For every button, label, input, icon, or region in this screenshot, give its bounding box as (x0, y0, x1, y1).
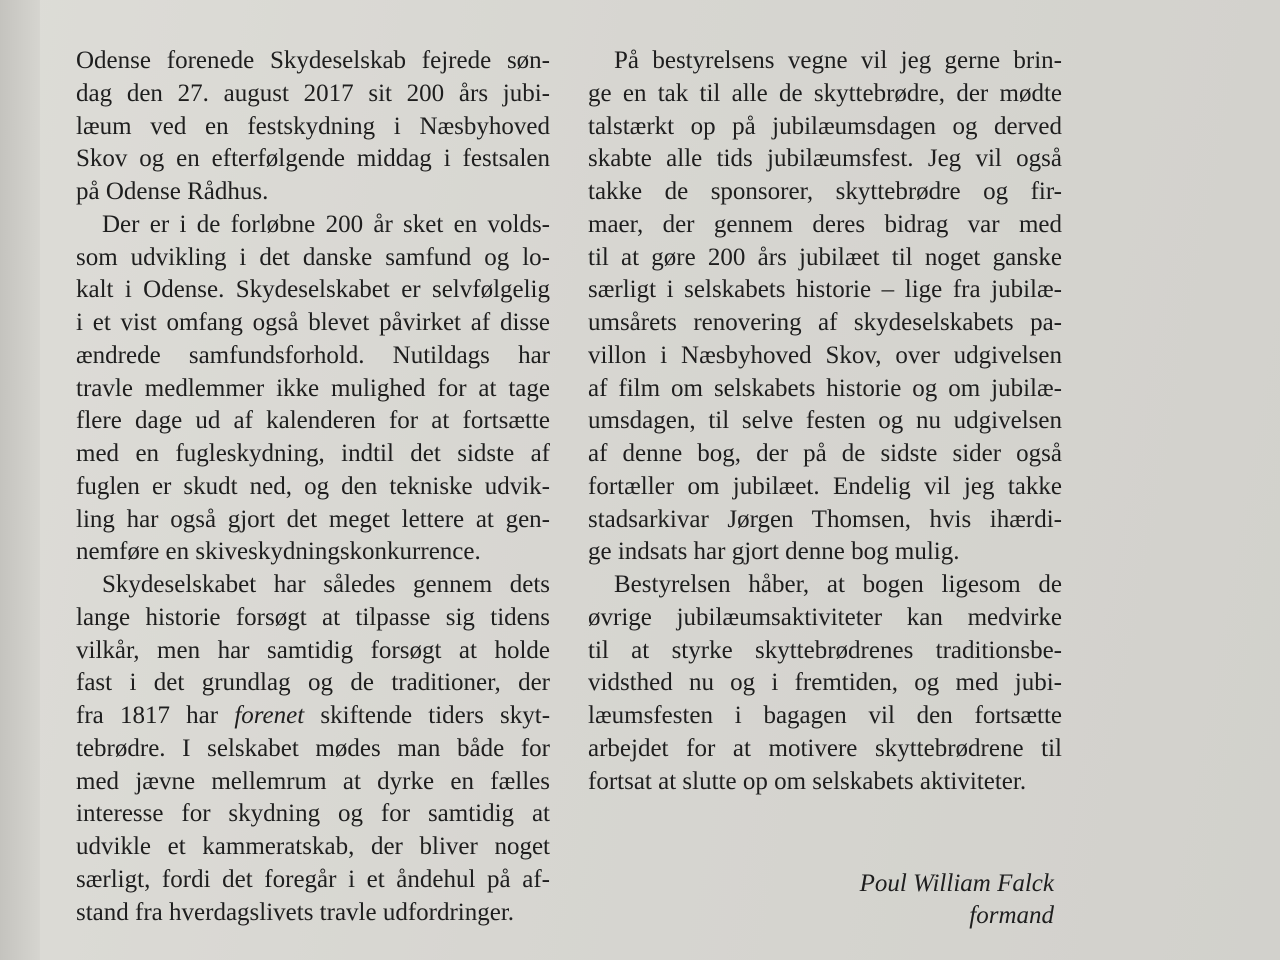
text-line: lange historie forsøgt at tilpasse sig tidens (76, 603, 550, 631)
text-line: umsdagen, til selve festen og nu udgivelsen (588, 407, 1062, 435)
text-line: i et vist omfang også blevet påvirket af disse (76, 309, 550, 336)
right-text-column (588, 45, 1062, 798)
text-line: ændrede samfundsforhold. Nutildags har (76, 341, 550, 369)
paragraph-5 (588, 569, 1062, 798)
italic-word: forenet (234, 702, 305, 729)
signature-title: formand (969, 902, 1054, 929)
text-line: interesse for skydning og for samtidig at (76, 800, 550, 828)
text-line: på Odense Rådhus. (76, 178, 269, 205)
text-segment: fra 1817 har (76, 702, 219, 729)
text-line: villon i Næsbyhoved Skov, over udgivelsen (588, 341, 1062, 369)
text-line: til at gøre 200 års jubilæet til noget ganske (588, 243, 1062, 271)
text-line: særligt, fordi det foregår i et åndehul på af- (76, 865, 550, 893)
text-line: umsårets renovering af skydeselskabets pa- (588, 309, 1062, 336)
text-line: stadsarkivar Jørgen Thomsen, hvis ihærdi- (588, 505, 1062, 533)
text-line: af film om selskabets historie og om jubilæ- (588, 374, 1062, 402)
text-line: nemføre en skiveskydningskonkurrence. (76, 538, 481, 566)
paragraph-4 (588, 45, 1062, 569)
text-line: Skov og en efterfølgende middag i festsalen (76, 145, 550, 173)
text-line: stand fra hverdagslivets travle udfordringer. (76, 898, 515, 926)
text-line: tebrødre. I selskabet mødes man både for (76, 734, 550, 762)
text-line: ge indsats har gjort denne bog mulig. (588, 538, 960, 566)
text-line: kalt i Odense. Skydeselskabet er selvfølgelig (76, 276, 550, 304)
text-line: udvikle et kammeratskab, der bliver noget (76, 833, 550, 860)
text-line: læum ved en festskydning i Næsbyhoved (76, 112, 550, 140)
text-line: Skydeselskabet har således gennem dets (102, 571, 550, 598)
text-line: øvrige jubilæumsaktiviteter kan medvirke (588, 603, 1062, 631)
text-line: travle medlemmer ikke mulighed for at tage (76, 374, 550, 402)
text-line: skabte alle tids jubilæumsfest. Jeg vil også (588, 145, 1062, 173)
text-line: med jævne mellemrum at dyrke en fælles (76, 767, 550, 795)
text-line: fuglen er skudt ned, og den tekniske udvik- (76, 472, 550, 500)
text-line: flere dage ud af kalenderen for at fortsætte (76, 407, 550, 435)
text-line: vilkår, men har samtidig forsøgt at holde (76, 636, 550, 664)
text-line: med en fugleskydning, indtil det sidste af (76, 440, 550, 467)
text-line: læumsfesten i bagagen vil den fortsætte (588, 702, 1062, 729)
text-line: arbejdet for at motivere skyttebrødrene til (588, 734, 1062, 762)
text-line-with-italic (76, 700, 550, 733)
text-segment: skiftende tiders skyt- (320, 702, 550, 729)
left-text-column (76, 45, 550, 929)
text-line: fortsat at slutte op om selskabets aktiviteter. (588, 767, 1027, 795)
text-line: vidsthed nu og i fremtiden, og med jubi- (588, 669, 1062, 697)
text-line: fast i det grundlag og de traditioner, der (76, 669, 550, 697)
text-line: Bestyrelsen håber, at bogen ligesom de (614, 571, 1062, 598)
paragraph-2 (76, 209, 550, 569)
text-line: talstærkt op på jubilæumsdagen og derved (588, 112, 1062, 140)
page-gutter-shadow (0, 0, 40, 960)
text-line: af denne bog, der på de sidste sider også (588, 440, 1062, 467)
text-line: Der er i de forløbne 200 år sket en volds- (102, 210, 550, 238)
signature-name: Poul William Falck (859, 870, 1054, 897)
text-line: til at styrke skyttebrødrenes traditionsbe- (588, 636, 1062, 664)
text-line: ge en tak til alle de skyttebrødre, der mødte (588, 79, 1062, 107)
text-line: særligt i selskabets historie – lige fra jubilæ- (588, 276, 1062, 304)
text-line: ling har også gjort det meget lettere at gen- (76, 505, 550, 533)
text-line: dag den 27. august 2017 sit 200 års jubi- (76, 79, 550, 107)
paragraph-3 (76, 569, 550, 929)
text-line: takke de sponsorer, skyttebrødre og fir- (588, 178, 1062, 205)
text-line: maer, der gennem deres bidrag var med (588, 210, 1062, 238)
text-line: fortæller om jubilæet. Endelig vil jeg takke (588, 472, 1062, 500)
paragraph-1 (76, 45, 550, 209)
text-line: På bestyrelsens vegne vil jeg gerne brin- (614, 47, 1062, 74)
text-line: som udvikling i det danske samfund og lo- (76, 243, 550, 271)
text-line: Odense forenede Skydeselskab fejrede søn- (76, 47, 550, 74)
